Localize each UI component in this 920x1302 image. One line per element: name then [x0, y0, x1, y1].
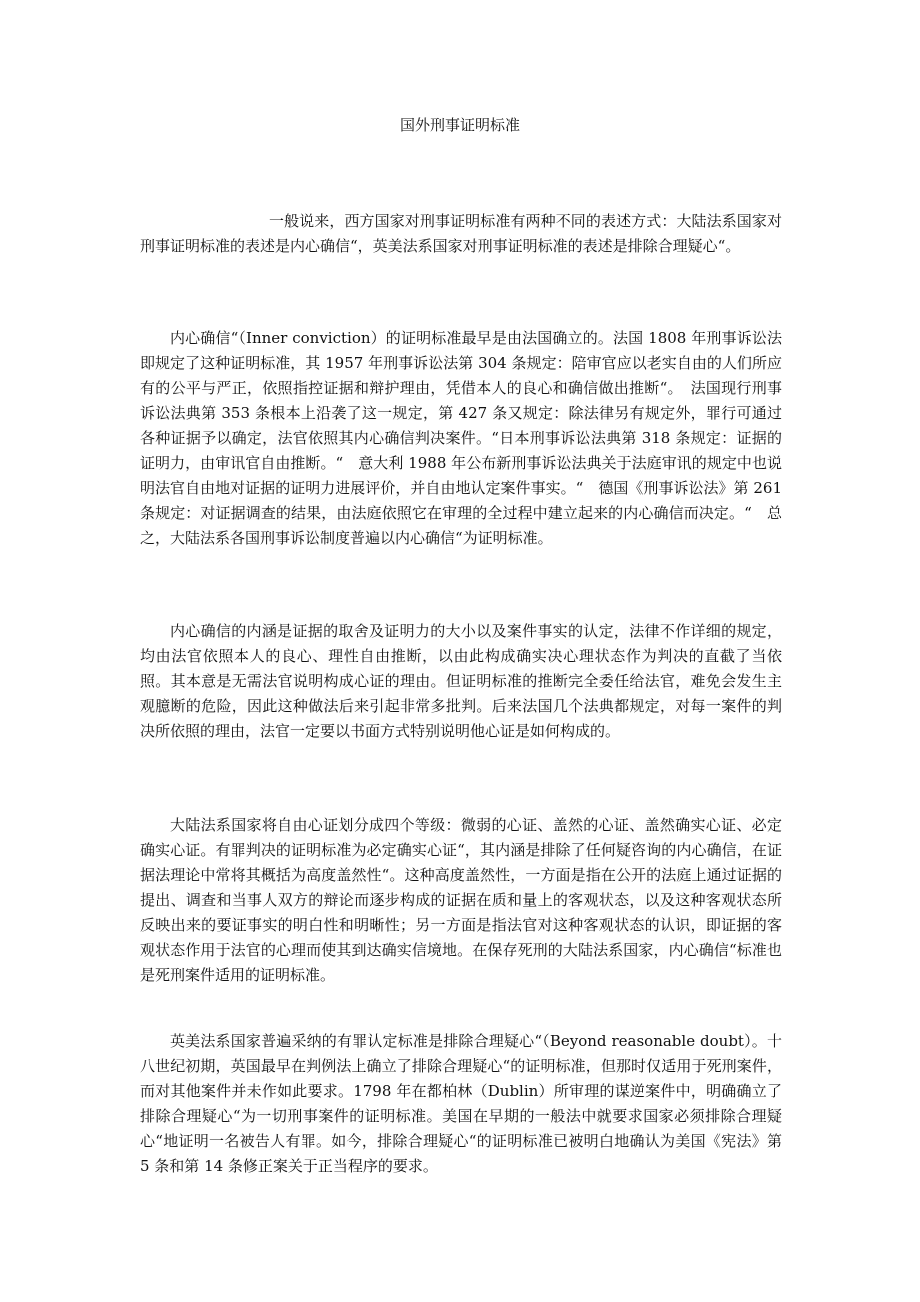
paragraph-four-levels: 大陆法系国家将自由心证划分成四个等级：微弱的心证、盖然的心证、盖然确实心证、必定确实心证。有罪判决的证明标准为必定确实心证“，其内涵是排除了任何疑咨询的内心确信，在证据法理论中常将其概括为高度盖然性“。这种高度盖然性，一方面是指在公开的法庭上通过证据的提出、调查和当事人双方的辩论而逐步构成的证据在质和量上的客观状态，以及这种客观状态所反映出来的要证事实的明白性和明晰性；另一方面是指法官对这种客观状态的认识，即证据的客观状态作用于法官的心理而使其到达确实信境地。在保存死刑的大陆法系国家，内心确信“标准也是死刑案件适用的证明标准。	[140, 816, 782, 984]
paragraph-inner-conviction: 内心确信“（Inner conviction）的证明标准最早是由法国确立的。法国 1808 年刑事诉讼法即规定了这种证明标准，其 1957 年刑事诉讼法第 304 条规定：陪审官应以老实自由的人们所应有的公平与严正，依照指控证据和辩护理由，凭借本人的良心和确信做出推断“。 法国现行刑事诉讼法典第 353 条根本上沿袭了这一规定，第 427 条又规定：除法律另有规定外，罪行可通过各种证据予以确定，法官依照其内心确信判决案件。“日本刑事诉讼法典第 318 条规定：证据的证明力，由审讯官自由推断。“ 意大利 1988 年公布新刑事诉讼法典关于法庭审讯的规定中也说明法官自由地对证据的证明力进展评价，并自由地认定案件事实。“ 德国《刑事诉讼法》第 261 条规定：对证据调查的结果，由法庭依照它在审理的全过程中建立起来的内心确信而决定。“ 总之，大陆法系各国刑事诉讼制度普遍以内心确信“为证明标准。	[140, 329, 782, 547]
paragraph-inner-conviction-meaning: 内心确信的内涵是证据的取舍及证明力的大小以及案件事实的认定，法律不作详细的规定，均由法官依照本人的良心、理性自由推断，以由此构成确实决心理状态作为判决的直截了当依照。其本意是无需法官说明构成心证的理由。但证明标准的推断完全委任给法官，难免会发生主观臆断的危险，因此这种做法后来引起非常多批判。后来法国几个法典都规定，对每一案件的判决所依照的理由，法官一定要以书面方式特别说明他心证是如何构成的。	[140, 622, 782, 740]
paragraph-reasonable-doubt: 英美法系国家普遍采纳的有罪认定标准是排除合理疑心“（Beyond reasonable doubt）。十八世纪初期，英国最早在判例法上确立了排除合理疑心“的证明标准，但那时仅适用于死刑案件，而对其他案件并未作如此要求。1798 年在都柏林（Dublin）所审理的谋逆案件中，明确确立了排除合理疑心“为一切刑事案件的证明标准。美国在早期的一般法中就要求国家必须排除合理疑心“地证明一名被告人有罪。如今，排除合理疑心“的证明标准已被明白地确认为美国《宪法》第 5 条和第 14 条修正案关于正当程序的要求。	[140, 1032, 782, 1175]
page-title: 国外刑事证明标准	[399, 116, 520, 134]
paragraph-intro: 一般说来，西方国家对刑事证明标准有两种不同的表述方式：大陆法系国家对刑事证明标准的表述是内心确信“，英美法系国家对刑事证明标准的表述是排除合理疑心“。	[140, 212, 782, 255]
